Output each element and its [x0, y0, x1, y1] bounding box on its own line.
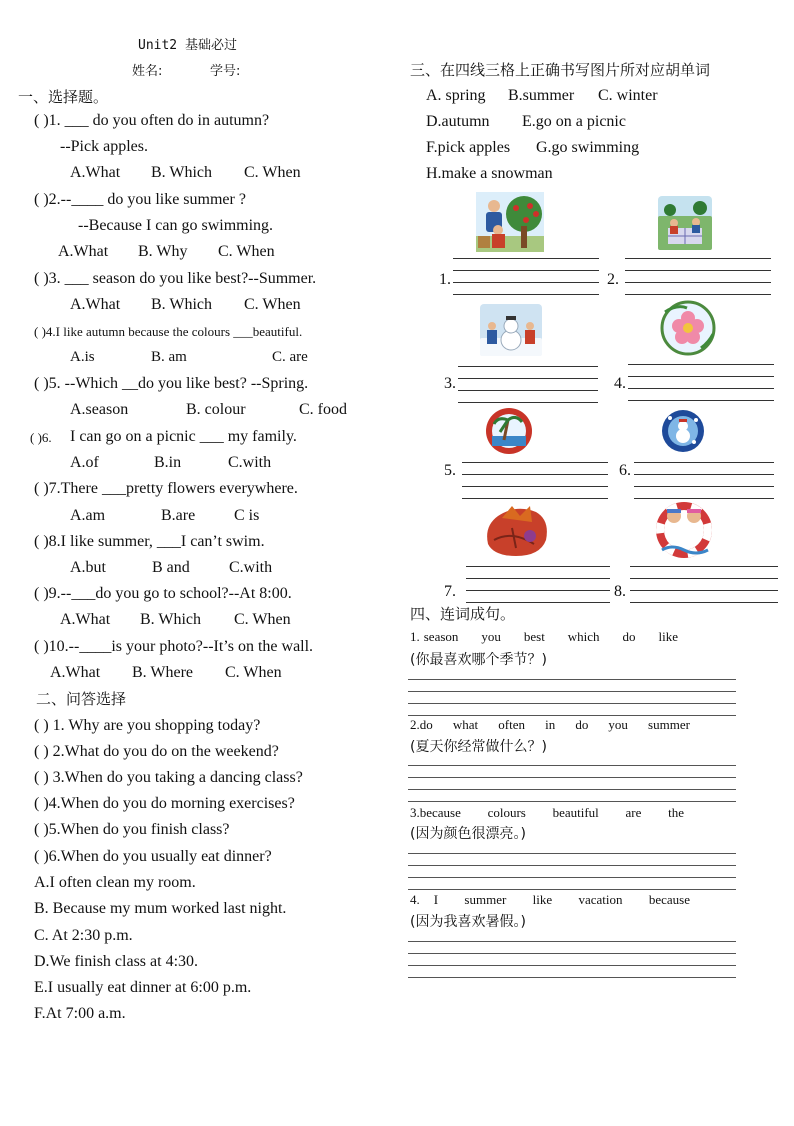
blank-number: 1.: [439, 271, 451, 288]
option-g: G.go swimming: [536, 139, 640, 156]
chinese-hint: (因为颜色很漂亮。): [410, 826, 526, 842]
option-d: D.autumn: [426, 113, 490, 130]
q8-option-c: C.with: [229, 559, 273, 576]
blank-number: 5.: [444, 462, 456, 479]
q4-option-c: C. are: [272, 349, 308, 365]
word: because: [419, 805, 461, 820]
qa-answer: C. At 2:30 p.m.: [34, 927, 133, 944]
q5-option-c: C. food: [299, 401, 347, 418]
answer-line[interactable]: [408, 877, 736, 878]
q3-option-c: C. When: [244, 296, 301, 313]
word: do: [575, 717, 589, 732]
word: do: [419, 717, 433, 732]
qa-answer: D.We finish class at 4:30.: [34, 953, 199, 970]
answer-line[interactable]: [408, 801, 736, 802]
qa-question: ( ) 3.When do you taking a dancing class?: [34, 769, 303, 786]
autumn-picture: [482, 500, 552, 560]
student-id-label: 学号:: [210, 64, 241, 79]
q7-option-a: A.am: [70, 507, 106, 524]
answer-line[interactable]: [408, 679, 736, 680]
writing-lines[interactable]: [462, 462, 608, 498]
q7-stem: ( )7.There ___pretty flowers everywhere.: [34, 480, 298, 497]
word-set: [410, 716, 690, 733]
word: what: [452, 717, 479, 732]
q7-option-c: C is: [234, 507, 260, 524]
answer-line[interactable]: [408, 691, 736, 692]
answer-line[interactable]: [408, 953, 736, 954]
writing-lines[interactable]: [466, 566, 610, 602]
answer-line[interactable]: [408, 703, 736, 704]
blank-number: 3.: [444, 375, 456, 392]
page-title: Unit2 基础必过: [138, 38, 237, 53]
picking-apples-picture: [476, 192, 544, 252]
answer-line[interactable]: [408, 941, 736, 942]
answer-line[interactable]: [408, 965, 736, 966]
q3-option-b: B. Which: [151, 296, 213, 313]
q1-stem: ( )1. ___ do you often do in autumn?: [34, 112, 270, 129]
option-b: B.summer: [508, 87, 575, 104]
word: vacation: [578, 892, 623, 907]
qa-answer: F.At 7:00 a.m.: [34, 1005, 126, 1022]
q9-stem: ( )9.--___do you go to school?--At 8:00.: [34, 585, 292, 602]
word-set-number: 3.: [410, 805, 420, 820]
q10-option-a: A.What: [50, 664, 101, 681]
word: are: [625, 805, 642, 820]
blank-number: 7.: [444, 583, 456, 600]
q2-option-c: C. When: [218, 243, 275, 260]
writing-lines[interactable]: [634, 462, 774, 498]
word: in: [545, 717, 556, 732]
q5-stem: ( )5. --Which __do you like best? --Spring.: [34, 375, 309, 392]
writing-lines[interactable]: [453, 258, 599, 294]
qa-question: ( )4.When do you do morning exercises?: [34, 795, 295, 812]
q6-stem: I can go on a picnic ___ my family.: [70, 428, 297, 445]
q2-option-b: B. Why: [138, 243, 188, 260]
answer-line[interactable]: [408, 865, 736, 866]
q10-option-c: C. When: [225, 664, 282, 681]
q6-option-a: A.of: [70, 454, 99, 471]
qa-question: ( ) 2.What do you do on the weekend?: [34, 743, 279, 760]
word-list: [434, 891, 690, 908]
answer-line[interactable]: [408, 889, 736, 890]
q10-stem: ( )10.--____is your photo?--It’s on the wall.: [34, 638, 314, 655]
word-list: [420, 716, 690, 733]
word-set: [410, 628, 678, 645]
qa-answer: B. Because my mum worked last night.: [34, 900, 287, 917]
q4-option-b: B. am: [151, 349, 187, 365]
word: colours: [487, 805, 526, 820]
qa-question: ( )6.When do you usually eat dinner?: [34, 848, 272, 865]
q1-option-b: B. Which: [151, 164, 213, 181]
q1-option-c: C. When: [244, 164, 301, 181]
word-set: [410, 891, 690, 908]
q1-reply: --Pick apples.: [60, 138, 148, 155]
writing-lines[interactable]: [458, 366, 598, 402]
q8-option-a: A.but: [70, 559, 106, 576]
writing-lines[interactable]: [630, 566, 778, 602]
q10-option-b: B. Where: [132, 664, 194, 681]
blank-number: 4.: [614, 375, 626, 392]
word: best: [523, 629, 545, 644]
option-a: A. spring: [426, 87, 486, 104]
q5-option-a: A.season: [70, 401, 129, 418]
chinese-hint: (因为我喜欢暑假。): [410, 914, 526, 930]
qa-question: ( )5.When do you finish class?: [34, 821, 230, 838]
q9-option-a: A.What: [60, 611, 111, 628]
q6-option-b: B.in: [154, 454, 182, 471]
chinese-hint: (夏天你经常做什么？): [410, 739, 547, 755]
q2-option-a: A.What: [58, 243, 109, 260]
q8-stem: ( )8.I like summer, ___I can’t swim.: [34, 533, 265, 550]
section1-heading: 一、选择题。: [18, 88, 109, 106]
word: season: [423, 629, 459, 644]
q9-option-b: B. Which: [140, 611, 202, 628]
q4-option-a: A.is: [70, 349, 95, 365]
word-set-number: 4.: [410, 892, 420, 907]
word-set: [410, 804, 684, 821]
writing-lines[interactable]: [625, 258, 771, 294]
q2-stem: ( )2.--____ do you like summer ?: [34, 191, 246, 208]
word: summer: [464, 892, 507, 907]
spring-picture: [657, 298, 719, 358]
word-set-number: 2.: [410, 717, 420, 732]
word: beautiful: [552, 805, 599, 820]
q8-option-b: B and: [152, 559, 190, 576]
q5-option-b: B. colour: [186, 401, 246, 418]
answer-line[interactable]: [408, 777, 736, 778]
word: because: [648, 892, 690, 907]
word: like: [532, 892, 553, 907]
q2-reply: --Because I can go swimming.: [78, 217, 274, 234]
q6-number: ( )6.: [30, 430, 52, 445]
qa-question: ( ) 1. Why are you shopping today?: [34, 717, 261, 734]
winter-picture: [658, 408, 708, 454]
q4-stem: ( )4.I like autumn because the colours ___beautiful.: [34, 324, 303, 339]
word-list: [424, 628, 678, 645]
q3-option-a: A.What: [70, 296, 121, 313]
q3-stem: ( )3. ___ season do you like best?--Summer.: [34, 270, 317, 287]
answer-line[interactable]: [408, 789, 736, 790]
word: do: [622, 629, 636, 644]
answer-line[interactable]: [408, 977, 736, 978]
word-list: [420, 804, 684, 821]
option-f: F.pick apples: [426, 139, 511, 156]
blank-number: 6.: [619, 462, 631, 479]
writing-lines[interactable]: [628, 364, 774, 400]
q1-option-a: A.What: [70, 164, 121, 181]
word: you: [608, 717, 628, 732]
blank-number: 8.: [614, 583, 626, 600]
section3-heading: 三、在四线三格上正确书写图片所对应胡单词: [410, 61, 711, 79]
qa-answer: E.I usually eat dinner at 6:00 p.m.: [34, 979, 252, 996]
name-label: 姓名:: [132, 64, 163, 79]
qa-answer: A.I often clean my room.: [34, 874, 196, 891]
word-set-number: 1.: [410, 629, 420, 644]
option-c: C. winter: [598, 87, 658, 104]
q7-option-b: B.are: [161, 507, 196, 524]
q9-option-c: C. When: [234, 611, 291, 628]
picnic-picture: [658, 196, 712, 250]
answer-line[interactable]: [408, 765, 736, 766]
q6-option-c: C.with: [228, 454, 272, 471]
chinese-hint: (你最喜欢哪个季节？): [410, 652, 547, 668]
swimming-picture: [652, 500, 716, 558]
blank-number: 2.: [607, 271, 619, 288]
word: the: [668, 805, 684, 820]
making-snowman-picture: [480, 304, 542, 356]
word: which: [567, 629, 600, 644]
word: I: [433, 892, 439, 907]
answer-line[interactable]: [408, 853, 736, 854]
section4-heading: 四、连词成句。: [410, 605, 516, 623]
section2-heading: 二、问答选择: [36, 690, 127, 708]
option-h: H.make a snowman: [426, 165, 553, 182]
word: you: [481, 629, 501, 644]
word: like: [658, 629, 678, 644]
option-e: E.go on a picnic: [522, 113, 626, 130]
summer-picture: [482, 406, 536, 456]
word: summer: [648, 717, 690, 732]
word: often: [498, 717, 525, 732]
